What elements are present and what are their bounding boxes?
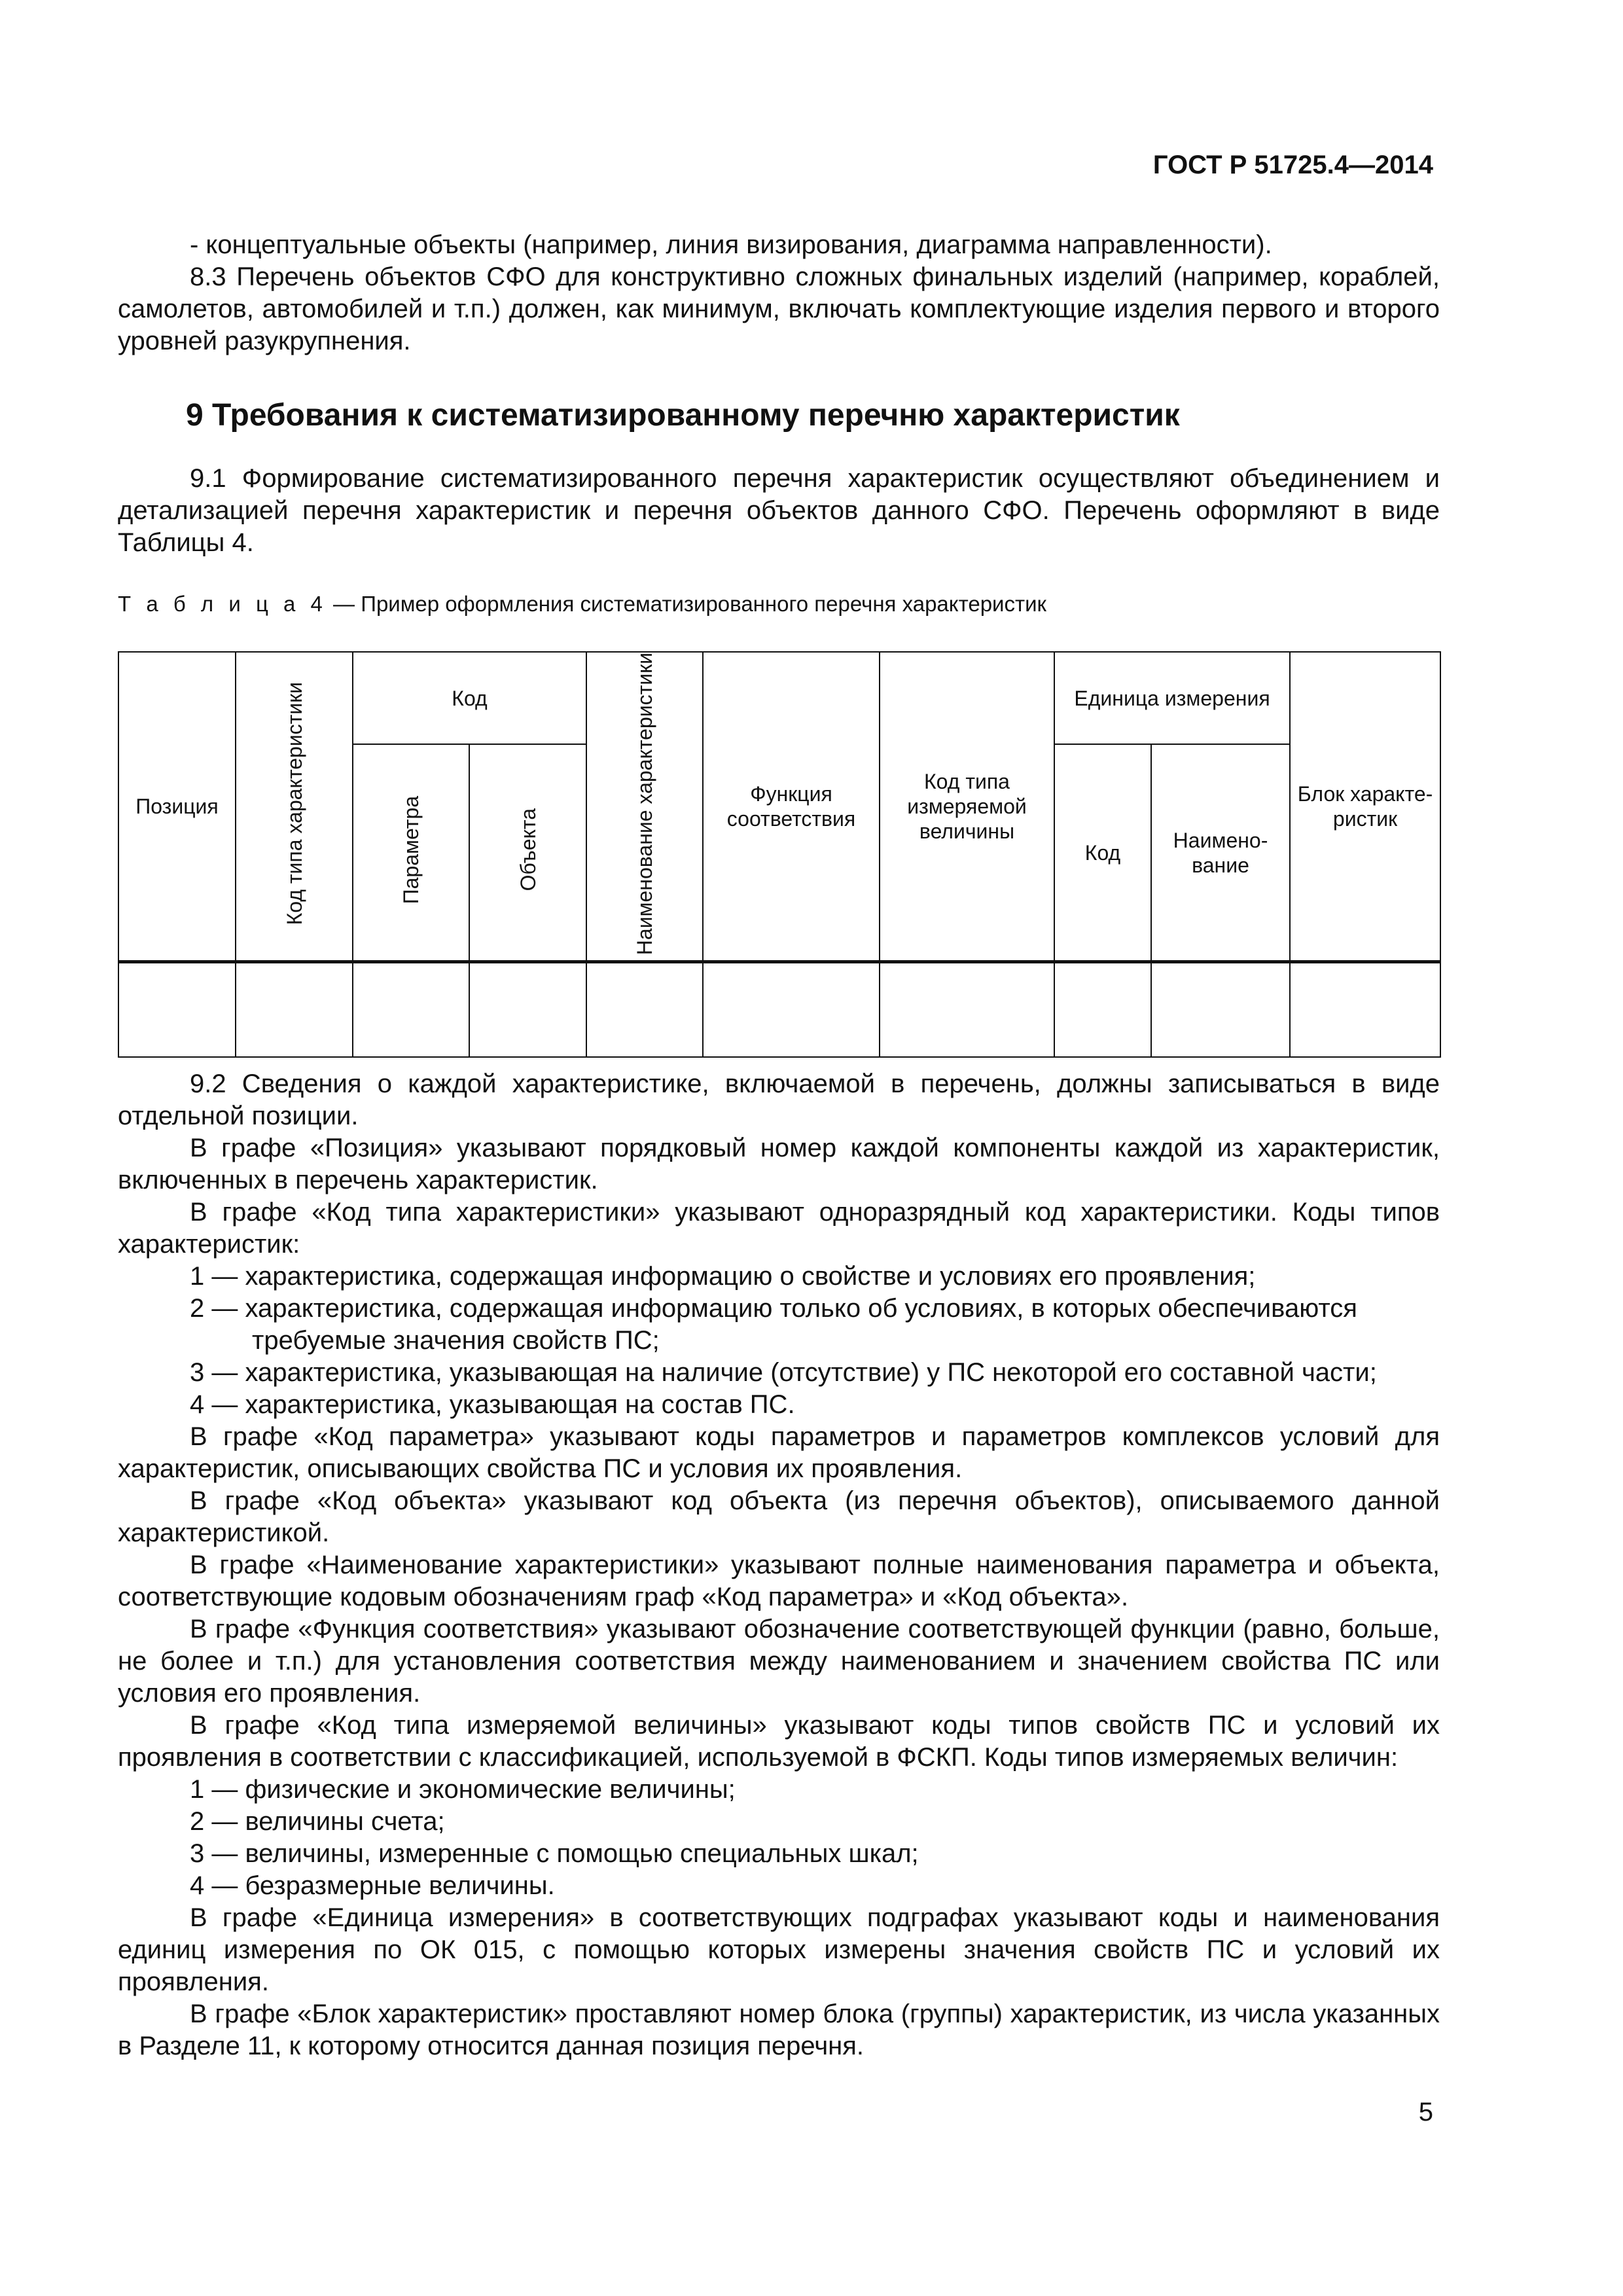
table-caption [118, 588, 1440, 620]
col-code-object [469, 744, 586, 962]
col-measure-type: Код типа измеряемой величины [880, 652, 1054, 962]
paragraph-9-2: 9.2 Сведения о каждой характеристике, включаемой в перечень, должны записываться в виде отдельной позиции. [118, 1069, 1440, 1130]
col-function: Функция соответствия [703, 652, 880, 962]
col-unit-name: Наимено-вание [1151, 744, 1290, 962]
table-cell [586, 962, 703, 1057]
col-block: Блок характе-ристик [1290, 652, 1440, 962]
table-cell [353, 962, 469, 1057]
paragraph-position: В графе «Позиция» указывают порядковый номер каждой компоненты каждой из характеристик, включенных в перечень характеристик. [118, 1134, 1440, 1194]
top-section [118, 229, 1440, 620]
characteristics-table [118, 651, 1441, 1058]
table-cell [236, 962, 353, 1057]
type-item-1: 1 — характеристика, содержащая информацию о свойстве и условиях его проявления; [190, 1262, 1256, 1291]
table-caption-label: Т а б л и ц а 4 [118, 592, 327, 616]
paragraph-unit: В графе «Единица измерения» в соответствующих подграфах указывают коды и наименования единиц измерения по ОК 015, с помощью которых измерены значения свойств ПС и условий их проявления. [118, 1903, 1440, 1996]
measure-item-1: 1 — физические и экономические величины; [190, 1775, 736, 1804]
table-cell [1151, 962, 1290, 1057]
paragraph-object-code: В графе «Код объекта» указывают код объекта (из перечня объектов), описываемого данной характеристикой. [118, 1486, 1440, 1547]
col-code-object-label: Объекта [516, 808, 540, 891]
type-item-4: 4 — характеристика, указывающая на состав ПС. [190, 1390, 795, 1419]
col-code-param [353, 744, 469, 962]
table-empty-row [118, 962, 1440, 1057]
paragraph-8-3: 8.3 Перечень объектов СФО для конструктивно сложных финальных изделий (например, кораблей, самолетов, автомобилей и т.п.) должен, как минимум, включать комплектующие изделия первого и второго уровней разукрупнения. [118, 262, 1440, 355]
col-type-code-label: Код типа характеристики [282, 682, 306, 925]
table-cell [118, 962, 236, 1057]
table-caption-text: — Пример оформления систематизированного перечня характеристик [327, 592, 1046, 616]
paragraph-type-code: В графе «Код типа характеристики» указывают одноразрядный код характеристики. Коды типов характеристик: [118, 1198, 1440, 1259]
col-code-param-label: Параметра [399, 795, 423, 905]
measure-item-2: 2 — величины счета; [190, 1807, 445, 1836]
paragraph-block: В графе «Блок характеристик» проставляют номер блока (группы) характеристик, из числа указанных в Разделе 11, к которому относится данная позиция перечня. [118, 2000, 1440, 2060]
col-code-group: Код [353, 652, 586, 744]
col-unit-group: Единица измерения [1054, 652, 1290, 744]
paragraph-concept-objects: - концептуальные объекты (например, линия визирования, диаграмма направленности). [190, 230, 1272, 259]
table-cell [469, 962, 586, 1057]
col-unit-code: Код [1054, 744, 1151, 962]
col-name-label: Наименование характеристики [633, 653, 656, 956]
standard-header: ГОСТ Р 51725.4—2014 [1152, 151, 1433, 179]
body-section [118, 1068, 1440, 2062]
type-item-3: 3 — характеристика, указывающая на наличие (отсутствие) у ПС некоторой его составной части; [190, 1358, 1377, 1387]
col-position: Позиция [118, 652, 236, 962]
page-number: 5 [1418, 2098, 1433, 2126]
measure-item-4: 4 — безразмерные величины. [190, 1871, 555, 1900]
table-cell [1290, 962, 1440, 1057]
table-cell [880, 962, 1054, 1057]
type-item-2: 2 — характеристика, содержащая информацию только об условиях, в которых обеспечиваются требуемые значения свойств ПС; [190, 1294, 1357, 1355]
col-name [586, 652, 703, 962]
measure-item-3: 3 — величины, измеренные с помощью специальных шкал; [190, 1839, 919, 1868]
paragraph-name: В графе «Наименование характеристики» указывают полные наименования параметра и объекта, соответствующие кодовым обозначениям граф «Код параметра» и «Код объекта». [118, 1551, 1440, 1611]
table-cell [703, 962, 880, 1057]
table-cell [1054, 962, 1151, 1057]
col-type-code [236, 652, 353, 962]
section-heading: 9 Требования к систематизированному перечню характеристик [186, 398, 1180, 433]
paragraph-function: В графе «Функция соответствия» указывают обозначение соответствующей функции (равно, больше, не более и т.п.) для установления соответствия между наименованием и значением свойства ПС или условия его проявления. [118, 1615, 1440, 1708]
paragraph-measure-type: В графе «Код типа измеряемой величины» указывают коды типов свойств ПС и условий их проявления в соответствии с классификацией, используемой в ФСКП. Коды типов измеряемых величин: [118, 1711, 1440, 1772]
paragraph-9-1: 9.1 Формирование систематизированного перечня характеристик осуществляют объединением и детализацией перечня характеристик и перечня объектов данного СФО. Перечень оформляют в виде Таблицы 4. [118, 464, 1440, 557]
paragraph-param-code: В графе «Код параметра» указывают коды параметров и параметров комплексов условий для характеристик, описывающих свойства ПС и условия их проявления. [118, 1422, 1440, 1483]
